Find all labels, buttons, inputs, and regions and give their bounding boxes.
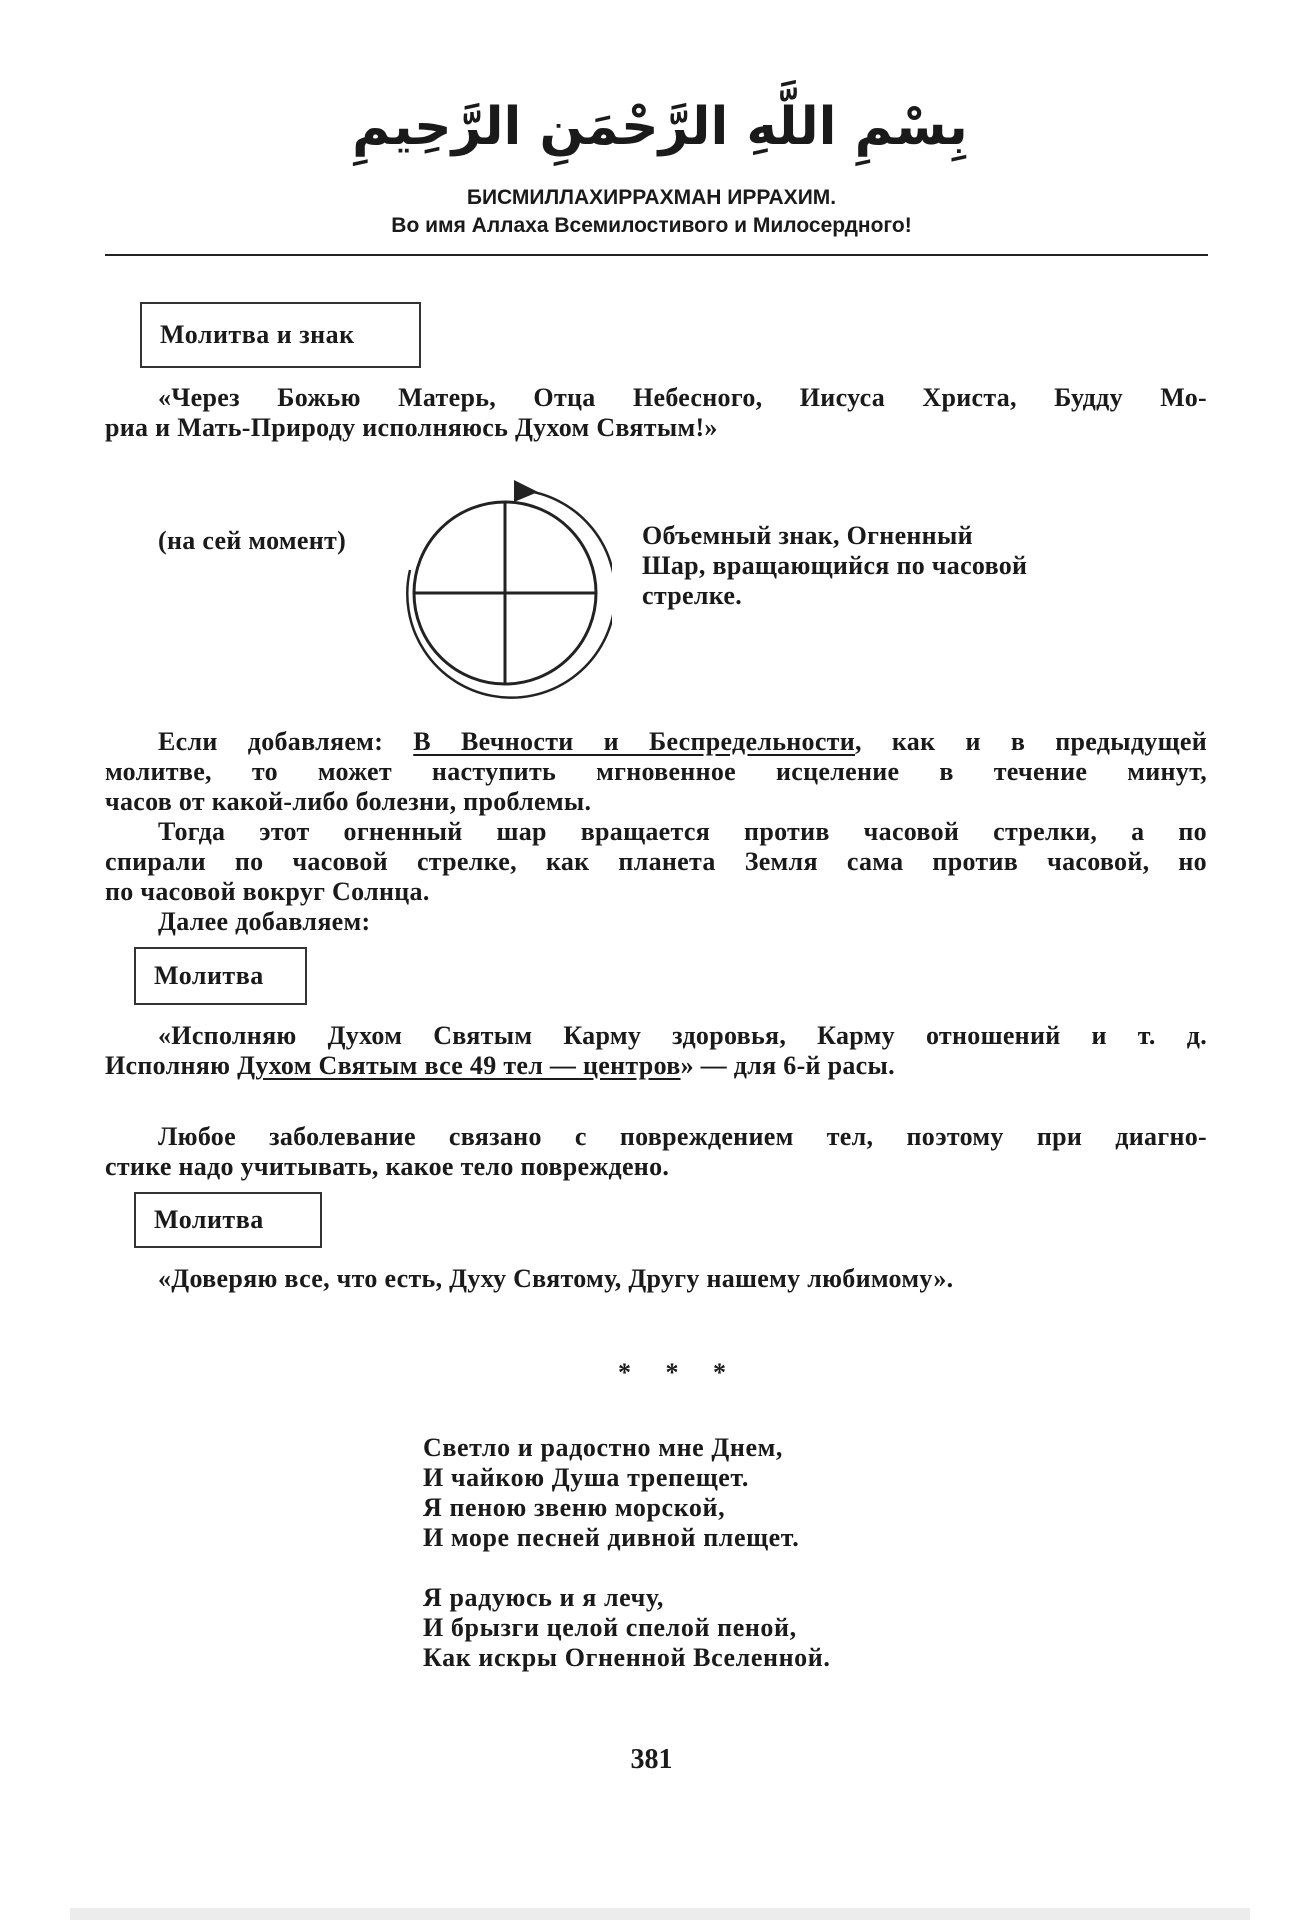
poem-line: Я пеною звеню морской, — [423, 1493, 726, 1522]
sign-description-line1: Объемный знак, Огненный — [642, 521, 973, 550]
prayer1-line2: риа и Мать-Природу исполняюсь Духом Святым!» — [105, 413, 718, 442]
prayer3-line1: «Доверяю все, что есть, Духу Святому, Другу нашему любимому». — [158, 1264, 954, 1293]
basmala-calligraphy: بِسْمِ اللَّهِ الرَّحْمَنِ الرَّحِيمِ — [352, 97, 968, 157]
prayer1-line1: «Через Божью Матерь, Отца Небесного, Иисуса Христа, Будду Мо- — [158, 383, 1207, 412]
poem-line: И море песней дивной плещет. — [423, 1523, 800, 1552]
body1-underlined-phrase: В Вечности и Беспредельности — [413, 727, 856, 756]
body1-line2: молитве, то может наступить мгновенное исцеление в течение минут, — [105, 757, 1207, 786]
body1-line1-end: , как и в предыдущей — [855, 727, 1207, 756]
poem-line: И чайкою Душа трепещет. — [423, 1463, 749, 1492]
poem-line: Светло и радостно мне Днем, — [423, 1433, 784, 1462]
section-box-prayer — [134, 1192, 322, 1248]
body1-line4: Тогда этот огненный шар вращается против часовой стрелки, а по — [158, 817, 1207, 846]
sign-description-line3: стрелке. — [642, 581, 742, 610]
box-label: Молитва — [154, 1205, 264, 1234]
section-box-prayer-and-sign — [140, 302, 421, 368]
page-number: 381 — [630, 1744, 673, 1775]
header-translation: Во имя Аллаха Всемилостивого и Милосердного! — [391, 214, 912, 237]
poem-stanza2 — [423, 1583, 830, 1673]
body2-line2: стике надо учитывать, какое тело повреждено. — [105, 1152, 670, 1181]
prayer2-underlined-phrase: Духом Святым все 49 тел — центров — [237, 1051, 681, 1080]
header-rule — [105, 254, 1208, 256]
prayer2-line1: «Исполняю Духом Святым Карму здоровья, Карму отношений и т. д. — [158, 1021, 1207, 1050]
poem-line: Я радуюсь и я лечу, — [423, 1583, 665, 1612]
body1-line1-start: Если добавляем: — [158, 727, 384, 756]
poem-line: Как искры Огненной Вселенной. — [423, 1643, 831, 1672]
box-label: Молитва и знак — [160, 320, 355, 349]
sign-left-label: (на сей момент) — [158, 526, 347, 555]
body1-line3: часов от какой-либо болезни, проблемы. — [105, 787, 592, 816]
section-box-prayer — [134, 947, 307, 1005]
prayer2-line2 — [105, 1051, 1207, 1081]
poem-stanza1 — [423, 1433, 799, 1553]
fire-sphere-sign-icon — [402, 478, 612, 700]
body1-line1 — [158, 727, 1207, 757]
section-separator: * * * — [618, 1358, 740, 1387]
sign-description-line2: Шар, вращающийся по часовой — [642, 551, 1028, 580]
prayer2-line2-start: Исполняю — [105, 1051, 231, 1080]
prayer2-line2-end: » — для 6-й расы. — [680, 1051, 895, 1080]
body1-line7: Далее добавляем: — [158, 907, 371, 936]
body1-line6: по часовой вокруг Солнца. — [105, 877, 430, 906]
poem-line: И брызги целой спелой пеной, — [423, 1613, 797, 1642]
page-edge-shadow — [70, 1908, 1250, 1920]
body2-line1: Любое заболевание связано с повреждением тел, поэтому при диагно- — [158, 1122, 1207, 1151]
box-label: Молитва — [154, 961, 264, 990]
header-transliteration: БИСМИЛЛАХИРРАХМАН ИРРАХИМ. — [466, 186, 837, 209]
body1-line5: спирали по часовой стрелке, как планета Земля сама против часовой, но — [105, 847, 1207, 876]
